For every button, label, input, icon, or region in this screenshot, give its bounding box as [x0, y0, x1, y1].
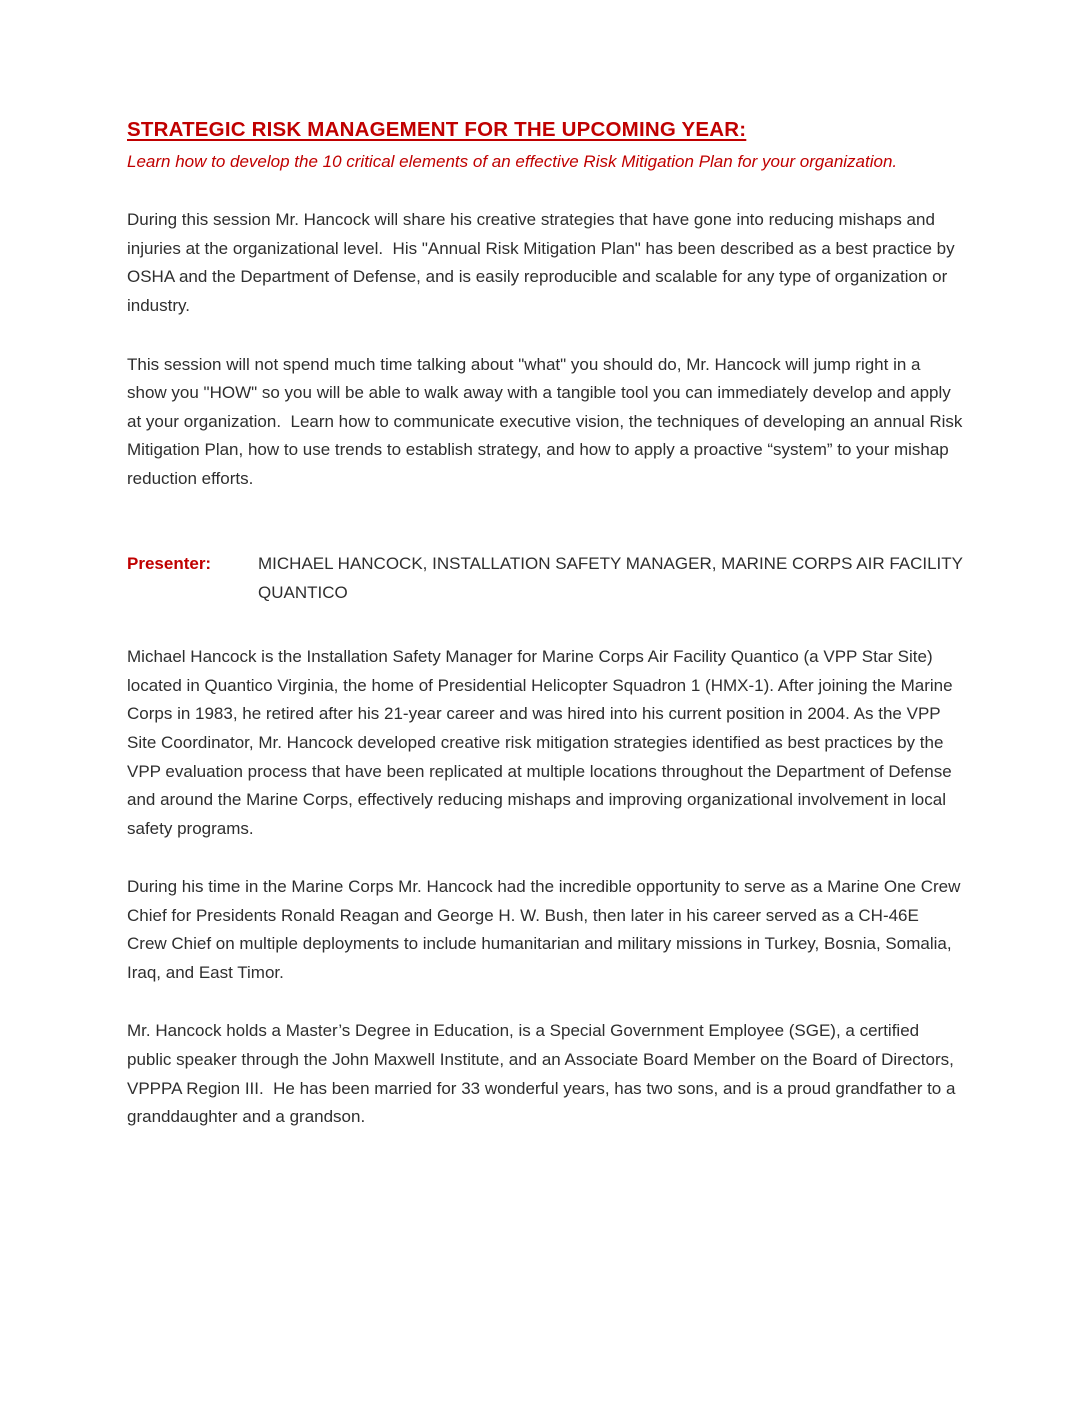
document-content — [127, 118, 968, 1132]
spacer — [127, 321, 963, 351]
spacer — [127, 493, 963, 550]
paragraph-bio-career: Michael Hancock is the Installation Safety Manager for Marine Corps Air Facility Quantico (a VPP Star Site) located in Quantico Virginia, the home of Presidential Helicopter Squadron 1 (HMX-1). After joining the Marine Corps in 1983, he retired after his 21-year career and was hired into his current position in 2004. As the VPP Site Coordinator, Mr. Hancock developed creative risk mitigation strategies identified as best practices by the VPP evaluation process that have been replicated at multiple locations throughout the Department of Defense and around the Marine Corps, effectively reducing mishaps and improving organizational involvement in local safety programs. — [127, 647, 958, 838]
spacer — [127, 987, 963, 1017]
paragraph-bio-personal: Mr. Hancock holds a Master’s Degree in Education, is a Special Government Employee (SGE), a certified public speaker through the John Maxwell Institute, and an Associate Board Member on the Board of Directors, VPPPA Region III. He has been married for 33 wonderful years, has two sons, and is a proud grandfather to a granddaughter and a grandson. — [127, 1021, 961, 1127]
presenter-name-title: MICHAEL HANCOCK, INSTALLATION SAFETY MANAGER, MARINE CORPS AIR FACILITY QUANTICO — [258, 554, 968, 602]
spacer — [127, 843, 963, 873]
spacer — [127, 607, 963, 643]
presenter-row — [127, 550, 968, 607]
paragraph-session-approach: This session will not spend much time talking about "what" you should do, Mr. Hancock will jump right in a show you "HOW" so you will be able to walk away with a tangible tool you can immediately develop and apply at your organization. Learn how to communicate executive vision, the techniques of developing an annual Risk Mitigation Plan, how to use trends to establish strategy, and how to apply a proactive “system” to your mishap reduction efforts. — [127, 354, 968, 488]
presenter-label: Presenter: — [127, 554, 212, 574]
subtitle: Learn how to develop the 10 critical elements of an effective Risk Mitigation Plan for your organization. — [127, 152, 898, 171]
paragraph-session-overview: During this session Mr. Hancock will share his creative strategies that have gone into reducing mishaps and injuries at the organizational level. His "Annual Risk Mitigation Plan" has been described as a best practice by OSHA and the Department of Defense, and is easily reproducible and scalable for any type of organization or industry. — [127, 210, 960, 316]
page-title: STRATEGIC RISK MANAGEMENT FOR THE UPCOMING YEAR: — [127, 118, 747, 141]
paragraph-bio-marine-corps: During his time in the Marine Corps Mr. Hancock had the incredible opportunity to serve as a Marine One Crew Chief for Presidents Ronald Reagan and George H. W. Bush, then later in his career served as a CH-46E Crew Chief on multiple deployments to include humanitarian and military missions in Turkey, Bosnia, Somalia, Iraq, and East Timor. — [127, 877, 966, 982]
spacer — [127, 176, 963, 206]
